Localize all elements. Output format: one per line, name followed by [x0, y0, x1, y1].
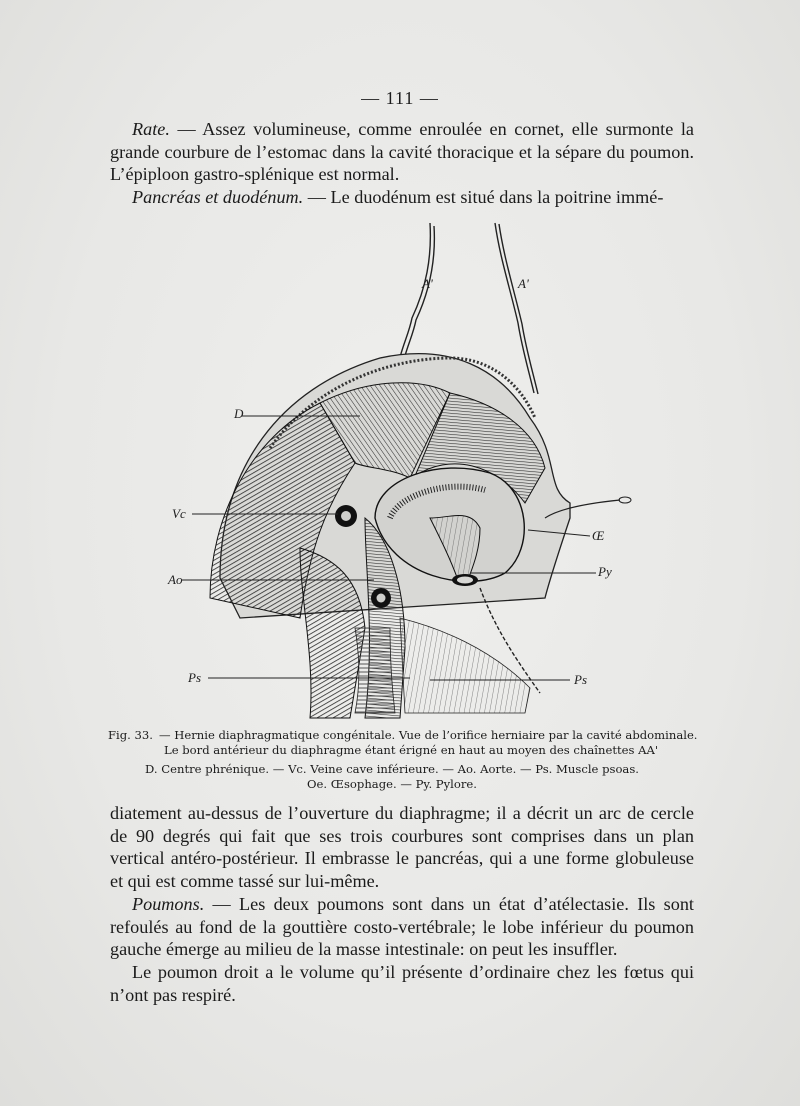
label-vc: Vc [172, 506, 186, 521]
paragraph-text: — Le duodénum est situé dans la poitrine immé- [303, 187, 664, 207]
paragraph-poumon-droit: Le poumon droit a le volume qu’il présente d’ordinaire chez les fœtus qui n’ont pas respiré. [110, 962, 694, 1005]
paragraph-duodenum-continued: diatement au-dessus de l’ouverture du diaphragme; il a décrit un arc de cercle de 90 degrés qui fait que ses trois courbures sont comprises dans un plan vertical antéro-postérieur. Il embrasse le pancréas, qui a une forme globuleuse et qui est comme tassé sur lui-même. [110, 803, 694, 891]
paragraph-pancreas [110, 186, 694, 209]
label-ps-right: Ps [574, 672, 587, 687]
figure-caption-line-1 [108, 728, 698, 743]
paragraph-text: — Les deux poumons sont dans un état d’atélectasie. Ils sont refoulés au fond de la gouttière costo-vertébrale; le lobe inférieur du poumon gauche émerge au milieu de la masse intestinale: on peut les insuffler. [110, 894, 694, 960]
label-py: Py [598, 564, 612, 579]
anatomical-figure [150, 218, 670, 723]
psoas-right [400, 618, 530, 713]
paragraph-text: — Assez volumineuse, comme enroulée en cornet, elle surmonte la grande courbure de l’estomac dans la cavité thoracique et la sépare du poumon. L’épiploon gastro-splénique est normal. [110, 119, 694, 185]
figure-caption-line-3: D. Centre phrénique. — Vc. Veine cave inférieure. — Ao. Aorte. — Ps. Muscle psoas. [145, 762, 639, 776]
paragraph-poumons [110, 893, 694, 961]
paragraph-rate [110, 118, 694, 186]
label-d: D [234, 406, 244, 421]
figure-number: Fig. 33. [108, 728, 153, 742]
figure-caption-line-2: Le bord antérieur du diaphragme étant érigné en haut au moyen des chaînettes AA' [164, 743, 659, 757]
label-a-left: A' [422, 276, 433, 291]
paragraph-lead: Poumons. [132, 894, 205, 914]
label-a-right: A' [518, 276, 529, 291]
paragraph-lead: Pancréas et duodénum. [132, 187, 304, 207]
page-number: — 111 — [361, 88, 439, 108]
paragraph-lead: Rate. [132, 119, 170, 139]
diaphragm-illustration [150, 218, 670, 723]
label-ao: Ao [168, 572, 183, 587]
label-ps-left: Ps [188, 670, 201, 685]
figure-caption-line-4: Oe. Œsophage. — Py. Pylore. [307, 777, 477, 791]
label-oe: Œ [592, 528, 605, 543]
chain-right [495, 223, 538, 394]
caption-text: — Hernie diaphragmatique congénitale. Vue de l’orifice herniaire par la cavité abdominale. [158, 728, 698, 742]
